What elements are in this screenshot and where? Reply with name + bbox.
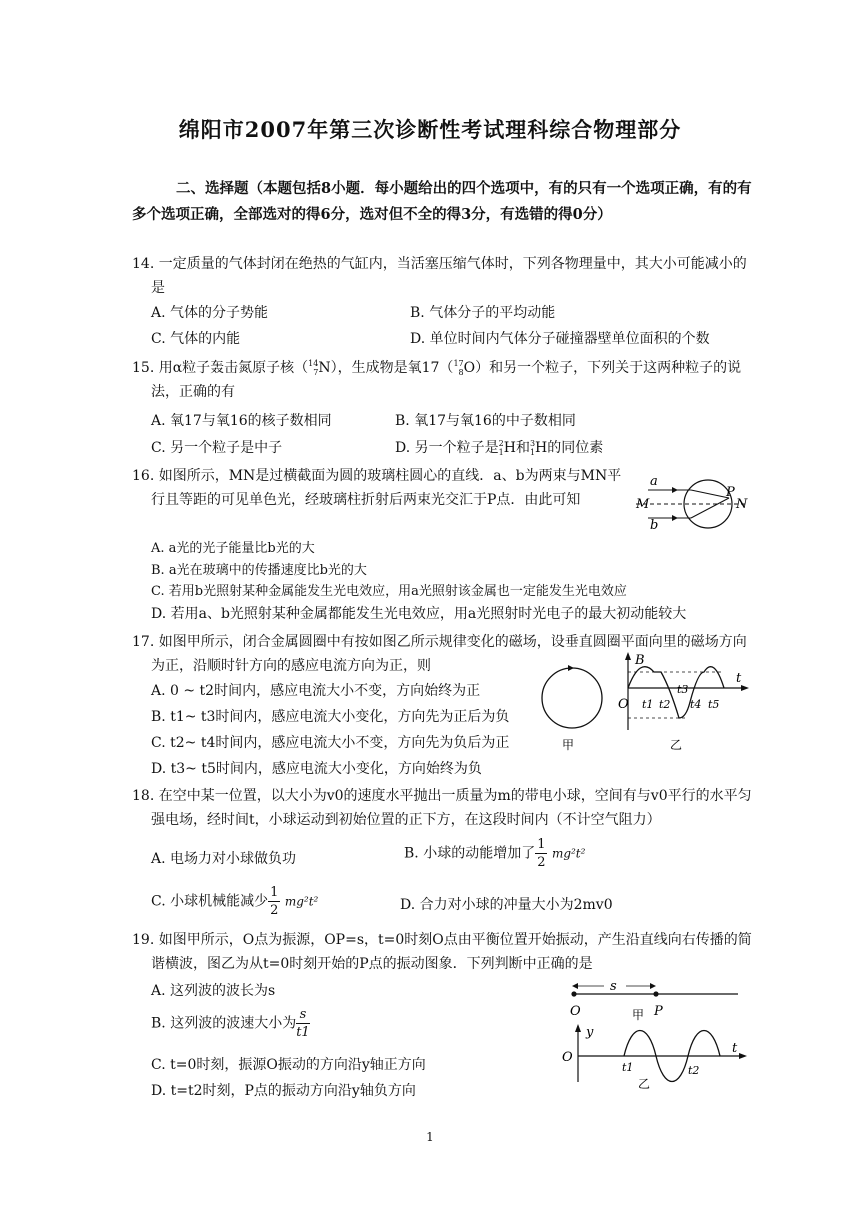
q15-option-a: A. 氧17与氧16的核子数相同 (151, 413, 332, 429)
q14-option-d: D. 单位时间内气体分子碰撞器壁单位面积的个数 (410, 331, 710, 347)
fig19-label-p: P (654, 1004, 663, 1019)
fig19-label-y: y (586, 1025, 594, 1040)
q19-option-c: C. t=0时刻，振源O振动的方向沿y轴正方向 (151, 1057, 426, 1073)
fig19-label-yi: 乙 (638, 1077, 651, 1091)
fig17-label-t2: t2 (659, 698, 671, 711)
fig16-label-b: b (650, 518, 659, 533)
fig16-label-a: a (650, 474, 658, 489)
q17-option-d: D. t3~ t5时间内，感应电流大小变化，方向始终为负 (151, 761, 482, 777)
q19-figures (560, 982, 750, 1092)
fig17-label-t3: t3 (677, 683, 689, 696)
page-title: 绵阳市2007年第三次诊断性考试理科综合物理部分 (178, 117, 682, 142)
section-instructions: 二、选择题（本题包括8小题．每小题给出的四个选项中，有的只有一个选项正确，有的有多个选项正确，全部选对的得6分，选对但不全的得3分，有选错的得0分） (132, 180, 752, 223)
fig17-label-t1: t1 (642, 698, 654, 711)
fig19-label-t1: t1 (622, 1061, 634, 1074)
fig16-label-m: M (636, 497, 650, 512)
question-18-stem: 18. 在空中某一位置，以大小为v0的速度水平抛出一质量为m的带电小球，空间有与v0平行的水平匀强电场，经时间t，小球运动到初始位置的正下方，在这段时间内（不计空气阻力） (132, 788, 752, 828)
fig17-label-jia: 甲 (562, 738, 575, 752)
q14-option-c: C. 气体的内能 (151, 331, 241, 347)
fig16-label-p: P (726, 485, 735, 500)
page-number: 1 (426, 1130, 434, 1144)
q14-option-b: B. 气体分子的平均动能 (410, 305, 556, 321)
fig19-label-t: t (732, 1041, 738, 1056)
fig19-label-t2: t2 (688, 1064, 700, 1077)
q19-option-d: D. t=t2时刻，P点的振动方向沿y轴负方向 (151, 1083, 416, 1099)
q16-option-c: C. 若用b光照射某种金属能发生光电效应，用a光照射该金属也一定能发生光电效应 (151, 584, 627, 599)
question-14-stem: 14. 一定质量的气体封闭在绝热的气缸内，当活塞压缩气体时，下列各物理量中，其大小可能减小的是 (132, 256, 747, 296)
fig19-label-o1: O (570, 1004, 581, 1019)
fig17-label-b: B (635, 653, 645, 668)
q18-option-a: A. 电场力对小球做负功 (151, 851, 297, 867)
fig16-label-n: N (736, 497, 748, 512)
q17-figures (536, 652, 756, 756)
q19-option-a: A. 这列波的波长为s (151, 983, 276, 999)
question-16-stem: 16. 如图所示，MN是过横截面为圆的玻璃柱圆心的直线．a、b为两束与MN平行且等距的可见单色光，经玻璃柱折射后两束光交汇于P点．由此可知 (132, 468, 622, 508)
fig17-label-o: O (618, 697, 629, 712)
q16-option-b: B. a光在玻璃中的传播速度比b光的大 (151, 563, 367, 578)
q18-option-d: D. 合力对小球的冲量大小为2mv0 (400, 897, 613, 913)
fig19-label-jia: 甲 (632, 1008, 645, 1022)
q19-option-b: B. 这列波的波速大小为 $\frac{s}{t1}$ (151, 1007, 310, 1040)
q15-option-d: D. 另一个粒子是2 1H和3 1H的同位素 (395, 439, 604, 457)
q18-option-b: B. 小球的动能增加了 $\frac{1}{2}$ mg²t² (404, 837, 586, 870)
fig17-label-t5: t5 (708, 698, 720, 711)
q18-option-c: C. 小球机械能减少 $\frac{1}{2}$ mg²t² (151, 885, 319, 918)
q15-option-b: B. 氧17与氧16的中子数相同 (395, 413, 576, 429)
question-17-stem: 17. 如图甲所示，闭合金属圆圈中有按如图乙所示规律变化的磁场，设垂直圆圈平面向里的磁场方向为正，沿顺时针方向的感应电流方向为正，则 (132, 634, 747, 674)
question-19-stem: 19. 如图甲所示，O点为振源，OP=s，t=0时刻O点由平衡位置开始振动，产生沿直线向右传播的简谐横波，图乙为从t=0时刻开始的P点的振动图象．下列判断中正确的是 (132, 932, 752, 972)
fig17-label-t: t (736, 671, 742, 686)
q15-option-c: C. 另一个粒子是中子 (151, 440, 283, 456)
fig17-label-t4: t4 (690, 698, 702, 711)
question-15-stem: 15. 用α粒子轰击氮原子核（14 7N），生成物是氧17（17 8O）和另一个粒子，下列关于这两种粒子的说法，正确的有 (132, 359, 742, 400)
q17-option-a: A. 0 ~ t2时间内，感应电流大小不变，方向始终为正 (151, 683, 481, 699)
q16-option-d: D. 若用a、b光照射某种金属都能发生光电效应，用a光照射时光电子的最大初动能较大 (151, 606, 687, 622)
fig19-label-o2: O (562, 1050, 573, 1065)
q17-option-b: B. t1~ t3时间内，感应电流大小变化，方向先为正后为负 (151, 709, 510, 725)
q14-option-a: A. 气体的分子势能 (151, 305, 269, 321)
q16-option-a: A. a光的光子能量比b光的大 (151, 541, 315, 556)
fig17-label-yi: 乙 (670, 738, 683, 752)
q17-option-c: C. t2~ t4时间内，感应电流大小不变，方向先为负后为正 (151, 735, 510, 751)
fig19-label-s: s (610, 982, 617, 994)
q16-glass-cylinder-figure (632, 472, 752, 536)
